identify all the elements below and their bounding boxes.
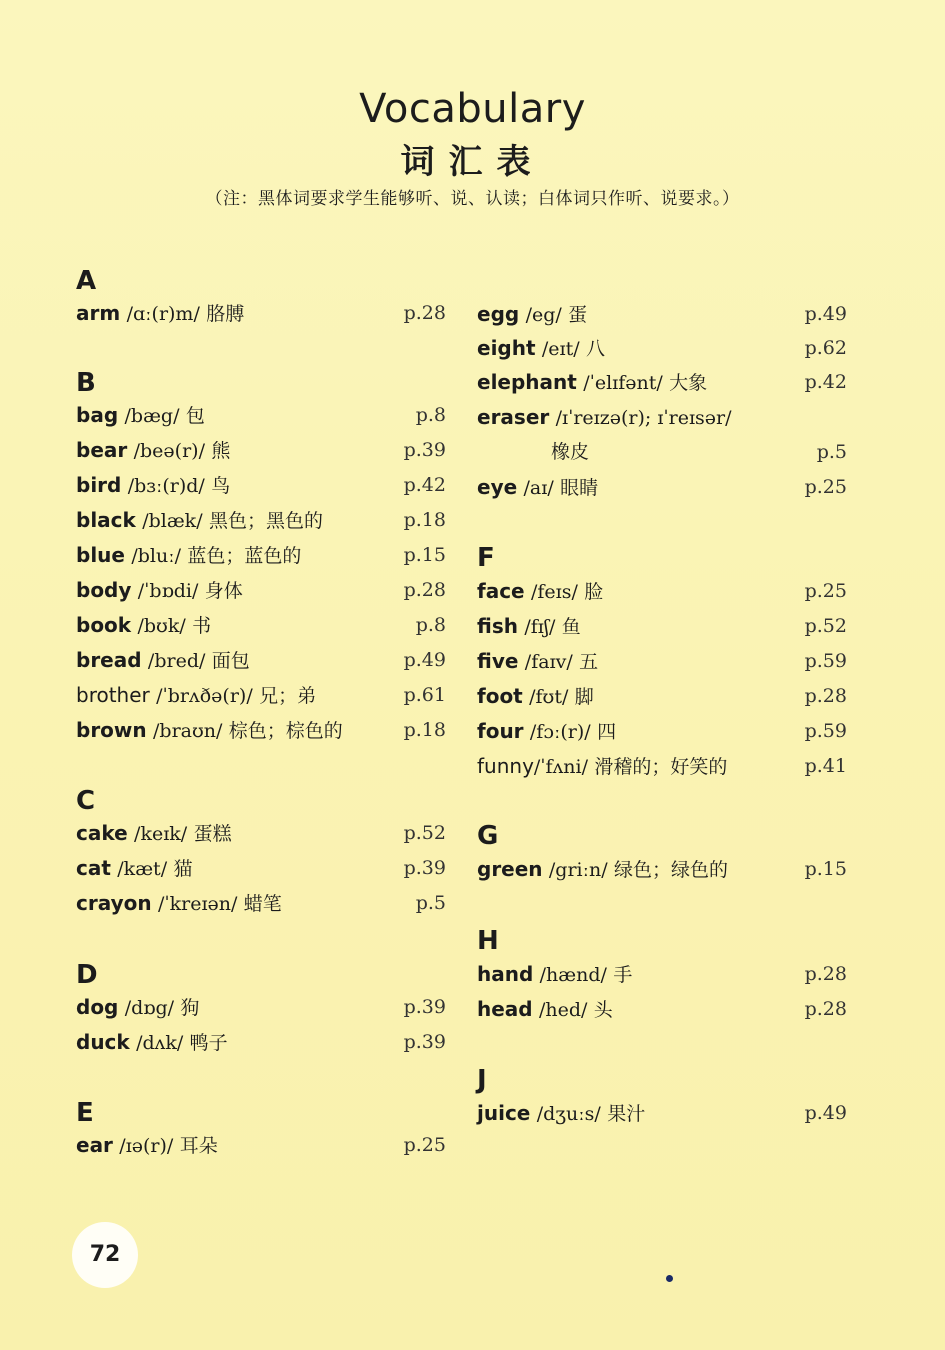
entry-page: p.8	[415, 614, 446, 636]
entry-phonetic: /ɪˈreɪzə(r); ɪˈreɪsər/	[555, 407, 732, 429]
vocab-entry	[477, 854, 847, 884]
entry-meaning: 兄；弟	[259, 685, 317, 707]
entry-page: p.52	[804, 615, 847, 637]
vocab-entry	[76, 853, 446, 883]
entry-page: p.39	[403, 439, 446, 461]
entry-word: green	[477, 857, 543, 881]
entry-page: p.25	[804, 476, 847, 498]
entry-word: fish	[477, 614, 518, 638]
vocab-entry	[76, 540, 446, 570]
entry-meaning: 鸭子	[189, 1032, 228, 1054]
entry-page: p.15	[403, 544, 446, 566]
section-letter-a: A	[76, 266, 97, 296]
entry-page: p.49	[804, 1102, 847, 1124]
vocab-entry	[477, 472, 847, 502]
page-note: （注：黑体词要求学生能够听、说、认读；白体词只作听、说要求。）	[205, 189, 740, 209]
entry-meaning: 胳膊	[206, 303, 245, 325]
vocab-entry	[477, 402, 847, 432]
entry-meaning: 书	[192, 615, 212, 637]
section-letter-h: H	[477, 926, 499, 956]
vocab-entry	[477, 994, 847, 1024]
entry-page: p.59	[804, 650, 847, 672]
vocab-entry	[76, 1130, 446, 1160]
entry-word: bag	[76, 403, 119, 427]
entry-meaning: 脸	[584, 581, 604, 603]
entry-page: p.49	[804, 303, 847, 325]
entry-phonetic: /ˈkreɪən/	[157, 893, 238, 915]
entry-phonetic: /dʒuːs/	[536, 1103, 601, 1125]
entry-word: eight	[477, 336, 536, 360]
entry-meaning: 八	[586, 338, 606, 360]
entry-page: p.61	[403, 684, 446, 706]
entry-meaning: 身体	[204, 580, 243, 602]
entry-phonetic: /ɑː(r)m/	[126, 303, 200, 325]
entry-word: crayon	[76, 891, 152, 915]
entry-word: brown	[76, 718, 147, 742]
entry-word: cake	[76, 821, 128, 845]
entry-word: book	[76, 613, 132, 637]
entry-page: p.39	[403, 857, 446, 879]
entry-meaning: 黑色；黑色的	[208, 510, 323, 532]
entry-word: bird	[76, 473, 122, 497]
entry-phonetic: /ɪə(r)/	[119, 1135, 174, 1157]
entry-word: egg	[477, 302, 520, 326]
entry-word: eraser	[477, 405, 550, 429]
entry-page: p.49	[403, 649, 446, 671]
entry-meaning: 猫	[173, 858, 193, 880]
entry-phonetic: /faɪv/	[524, 651, 573, 673]
vocab-entry	[477, 576, 847, 606]
entry-page: p.39	[403, 996, 446, 1018]
entry-page: p.42	[804, 371, 847, 393]
section-letter-e: E	[76, 1098, 94, 1128]
entry-meaning: 脚	[574, 686, 594, 708]
entry-meaning: 蛋糕	[193, 823, 232, 845]
entry-phonetic: /braʊn/	[153, 720, 223, 742]
entry-meaning: 狗	[180, 997, 200, 1019]
entry-page: p.28	[403, 302, 446, 324]
page-number: 72	[72, 1222, 138, 1288]
section-letter-g: G	[477, 821, 499, 851]
entry-word: brother	[76, 683, 150, 707]
entry-meaning: 滑稽的；好笑的	[594, 756, 728, 778]
entry-page: p.62	[804, 337, 847, 359]
entry-meaning: 熊	[211, 440, 231, 462]
entry-page: p.18	[403, 719, 446, 741]
entry-phonetic: /beə(r)/	[133, 440, 205, 462]
entry-phonetic: /dʌk/	[136, 1032, 184, 1054]
entry-word: ear	[76, 1133, 113, 1157]
entry-phonetic: /feɪs/	[530, 581, 578, 603]
entry-page: p.25	[804, 580, 847, 602]
entry-meaning: 果汁	[607, 1103, 646, 1125]
entry-meaning: 蛋	[568, 304, 588, 326]
page-title: Vocabulary	[359, 86, 586, 132]
entry-meaning: 五	[579, 651, 599, 673]
section-letter-f: F	[477, 543, 495, 573]
section-letter-j: J	[477, 1065, 487, 1095]
entry-meaning: 绿色；绿色的	[614, 859, 729, 881]
page-subtitle: 词汇表	[400, 142, 545, 182]
vocab-entry	[477, 681, 847, 711]
section-letter-b: B	[76, 368, 96, 398]
vocab-entry	[477, 646, 847, 676]
vocab-entry	[477, 751, 847, 781]
entry-word: head	[477, 997, 533, 1021]
entry-phonetic: /bluː/	[131, 545, 182, 567]
entry-phonetic: /ˈelɪfənt/	[583, 372, 663, 394]
entry-page: p.52	[403, 822, 446, 844]
entry-phonetic: /griːn/	[548, 859, 608, 881]
vocab-entry	[76, 435, 446, 465]
entry-page: p.28	[804, 998, 847, 1020]
entry-meaning: 橡皮	[551, 441, 590, 463]
vocab-entry	[76, 680, 446, 710]
entry-word: cat	[76, 856, 111, 880]
entry-word: foot	[477, 684, 523, 708]
vocab-entry	[76, 470, 446, 500]
entry-word: black	[76, 508, 136, 532]
entry-page: p.18	[403, 509, 446, 531]
vocab-entry	[76, 298, 446, 328]
vocab-entry	[76, 400, 446, 430]
entry-phonetic: /blæk/	[142, 510, 203, 532]
entry-word: blue	[76, 543, 125, 567]
vocab-entry	[477, 716, 847, 746]
entry-page: p.28	[804, 685, 847, 707]
entry-phonetic: /bæg/	[124, 405, 180, 427]
entry-meaning: 鸟	[211, 475, 231, 497]
entry-page: p.59	[804, 720, 847, 742]
entry-meaning: 蓝色；蓝色的	[187, 545, 302, 567]
entry-meaning: 手	[613, 964, 633, 986]
vocab-entry	[76, 715, 446, 745]
entry-word: elephant	[477, 370, 577, 394]
vocab-entry	[477, 1098, 847, 1128]
entry-phonetic: /kæt/	[117, 858, 168, 880]
vocab-entry	[76, 575, 446, 605]
entry-meaning: 鱼	[561, 616, 581, 638]
entry-page: p.8	[415, 404, 446, 426]
vocab-entry-continued	[477, 437, 847, 467]
entry-meaning: 耳朵	[179, 1135, 218, 1157]
entry-phonetic: /dɒg/	[124, 997, 175, 1019]
entry-meaning: 包	[185, 405, 205, 427]
entry-page: p.25	[403, 1134, 446, 1156]
entry-phonetic: /ˈbrʌðə(r)/	[156, 685, 253, 707]
vocab-entry	[76, 610, 446, 640]
entry-phonetic: /ˈbɒdi/	[137, 580, 199, 602]
vocab-entry	[76, 1027, 446, 1057]
vocab-entry	[477, 611, 847, 641]
entry-word: duck	[76, 1030, 130, 1054]
entry-word: hand	[477, 962, 534, 986]
entry-word: four	[477, 719, 524, 743]
entry-word: funny	[477, 754, 534, 778]
entry-phonetic: /fɔː(r)/	[529, 721, 591, 743]
entry-phonetic: /bɜː(r)d/	[127, 475, 205, 497]
entry-page: p.28	[804, 963, 847, 985]
entry-word: bread	[76, 648, 142, 672]
entry-page: p.41	[804, 755, 847, 777]
entry-word: five	[477, 649, 519, 673]
entry-meaning: 蜡笔	[243, 893, 282, 915]
entry-phonetic: /eg/	[525, 304, 562, 326]
entry-word: body	[76, 578, 132, 602]
entry-word: arm	[76, 301, 121, 325]
entry-phonetic: /hed/	[538, 999, 588, 1021]
entry-page: p.15	[804, 858, 847, 880]
decorative-dot	[666, 1275, 673, 1282]
entry-phonetic: /aɪ/	[523, 477, 554, 499]
vocab-entry	[76, 888, 446, 918]
vocab-entry	[477, 333, 847, 363]
entry-word: juice	[477, 1101, 531, 1125]
entry-word: bear	[76, 438, 128, 462]
entry-word: face	[477, 579, 525, 603]
vocab-entry	[477, 959, 847, 989]
section-letter-d: D	[76, 960, 98, 990]
entry-meaning: 头	[593, 999, 613, 1021]
vocab-entry	[76, 505, 446, 535]
vocab-entry	[76, 818, 446, 848]
entry-meaning: 大象	[669, 372, 708, 394]
vocab-entry	[477, 367, 847, 397]
vocab-entry	[477, 299, 847, 329]
section-letter-c: C	[76, 786, 96, 816]
entry-phonetic: /eɪt/	[541, 338, 580, 360]
entry-page: p.39	[403, 1031, 446, 1053]
entry-phonetic: /fɪʃ/	[524, 616, 556, 638]
vocab-entry	[76, 992, 446, 1022]
entry-phonetic: /keɪk/	[134, 823, 188, 845]
entry-phonetic: /ˈfʌni/	[533, 756, 589, 778]
entry-page: p.5	[415, 892, 446, 914]
entry-meaning: 眼睛	[560, 477, 599, 499]
entry-phonetic: /fʊt/	[529, 686, 569, 708]
entry-meaning: 四	[597, 721, 617, 743]
vocab-entry	[76, 645, 446, 675]
entry-phonetic: /bred/	[147, 650, 206, 672]
entry-meaning: 棕色；棕色的	[228, 720, 343, 742]
entry-phonetic: /hænd/	[539, 964, 607, 986]
entry-page: p.5	[816, 441, 847, 463]
entry-phonetic: /bʊk/	[137, 615, 186, 637]
entry-word: eye	[477, 475, 518, 499]
entry-word: dog	[76, 995, 119, 1019]
entry-page: p.28	[403, 579, 446, 601]
entry-page: p.42	[403, 474, 446, 496]
entry-meaning: 面包	[211, 650, 250, 672]
